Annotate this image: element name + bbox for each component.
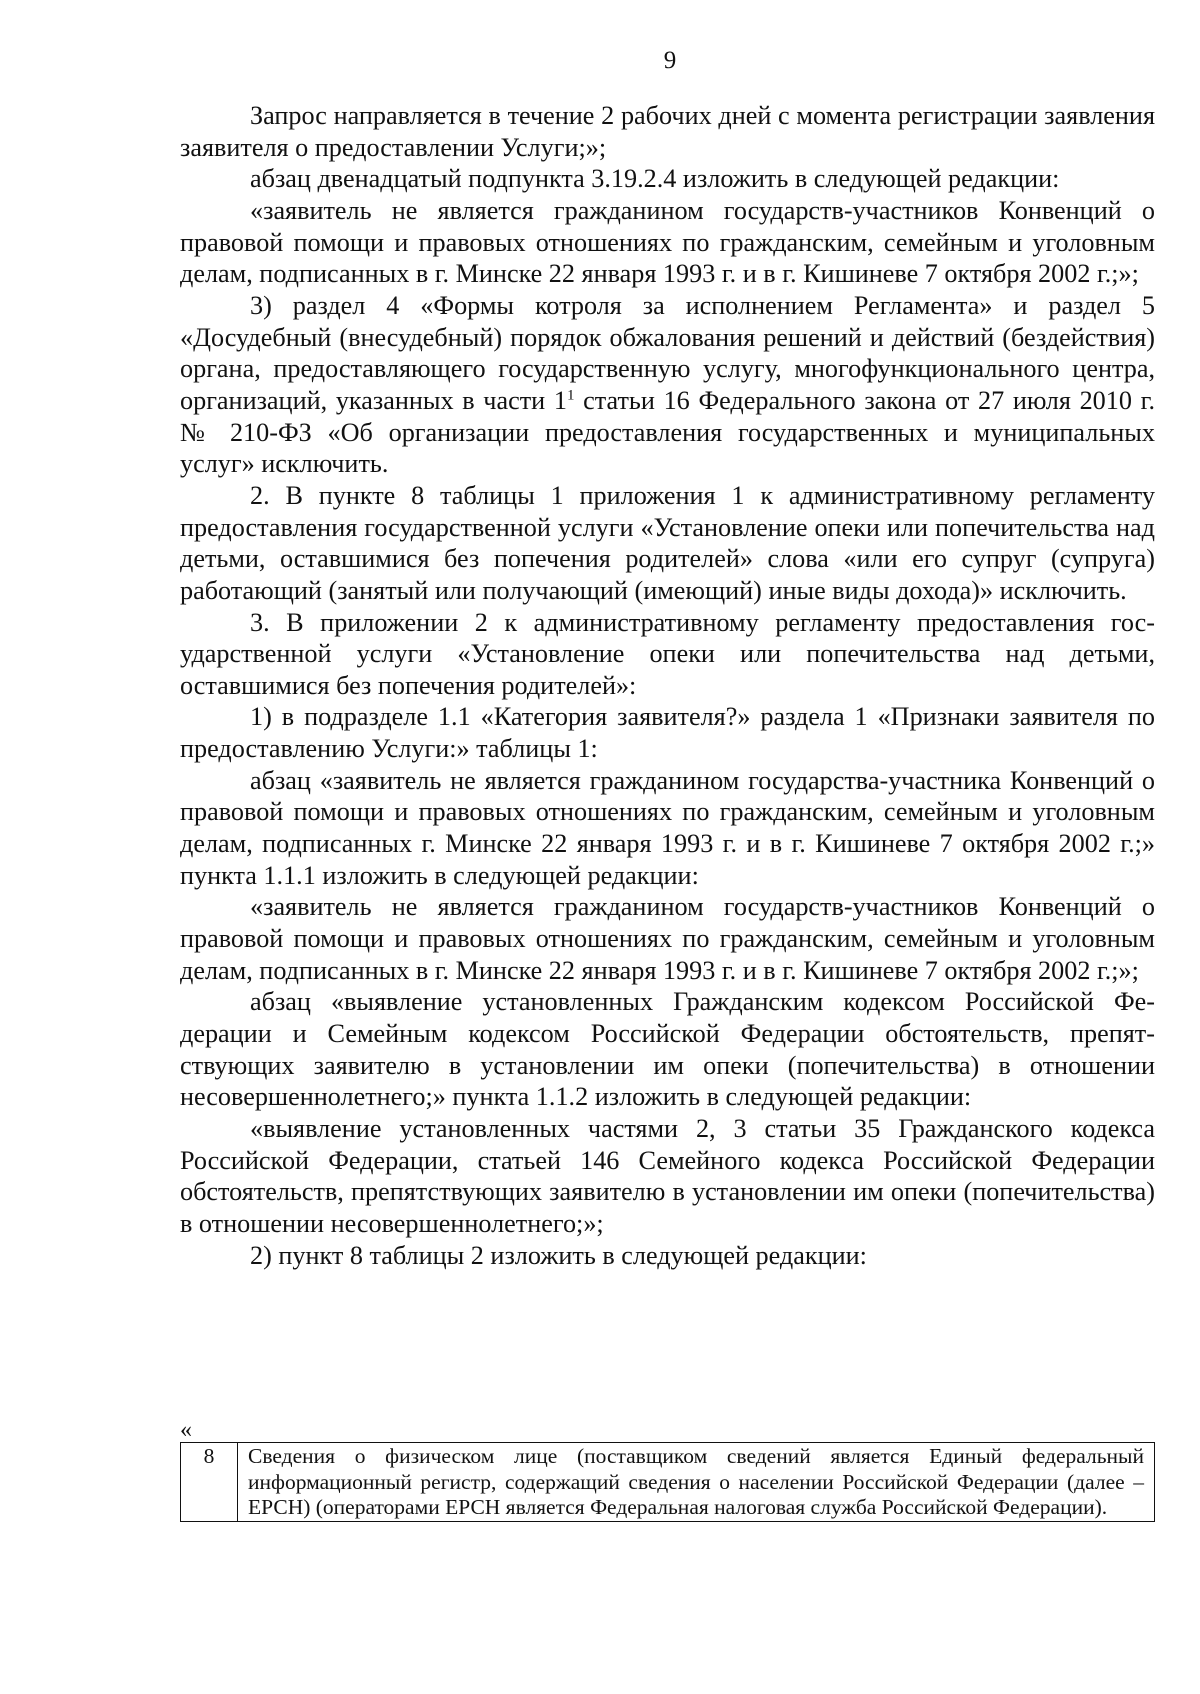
table-row: [181, 1443, 1155, 1522]
paragraph: Запрос направляется в течение 2 рабочих дней с момента регистрации заявления заявителя о предоставлении Услуги;»;: [180, 101, 1155, 162]
paragraph: абзац двенадцатый подпункта 3.19.2.4 изложить в следующей редакции:: [250, 164, 1060, 194]
paragraph: абзац «заявитель не является гражданином государства-участника Конвенций о правовой помощи и правовых отношениях по гражданским, семейным и уголовным делам, подписанных г. Минске 22 января 1993 г. и в г. Кишиневе 7 октября 2002 г.;» пункта 1.1.1 изложить в следующей редакции:: [180, 765, 1155, 890]
paragraph: 2) пункт 8 таблицы 2 изложить в следующей редакции:: [250, 1240, 867, 1270]
document-body: [180, 100, 1155, 1271]
table-2-row: [180, 1442, 1155, 1522]
superscript-index: 1: [566, 387, 575, 404]
paragraph: «заявитель не является гражданином государств-участников Конвенций о правовой помощи и правовых отношениях по гражданским, семейным и уголовным делам, подписанных в г. Минске 22 января 1993 г. и в г. Кишиневе 7 октября 2002 г.;»;: [180, 892, 1155, 985]
paragraph: «выявление установленных частями 2, 3 статьи 35 Гражданского кодекса Российской Федерации, статьей 146 Семейного кодекса Российской Федерации обстоятельств, препятствующих заявителю в установлении им опеки (попечительства) в отношении несовершеннолетнего;»;: [180, 1114, 1155, 1238]
paragraph: 1) в подразделе 1.1 «Категория заявителя?» раздела 1 «Признаки заявителя по предоставлению Услуги:» таблицы 1:: [180, 702, 1155, 764]
paragraph: 2. В пункте 8 таблицы 1 приложения 1 к административному регламенту предоставления государственной услуги «Установление опеки или попечительства над детьми, оставшимися без попечения родителей» слова «или его супруг (супруга) работающий (занятый или получающий (имеющий) иные виды дохода)» исключить.: [180, 480, 1155, 605]
paragraph: абзац «выявление установленных Гражданским кодексом Российской Федерации и Семейным кодексом Российской Федерации обстоятельств, препятствующих заявителю в установлении им опеки (попечительства) в отношении несовершеннолетнего;» пункта 1.1.2 изложить в следующей редакции:: [180, 987, 1155, 1112]
paragraph: 3. В приложении 2 к административному регламенту предоставления государственной услуги «Установление опеки или попечительства над детьми, оставшимися без попечения родителей»:: [180, 607, 1155, 700]
paragraph-section-exclusion: [180, 290, 1155, 480]
opening-quote-mark: «: [180, 1417, 192, 1443]
row-number-cell: 8: [181, 1443, 238, 1522]
page-number: 9: [663, 47, 677, 74]
paragraph-text: 3) раздел 4 «Формы котроля за исполнением Регламента» и раздел 5 «Досудебный (внесудебный) порядок обжалования решений и действий (бездействия) органа, предоставляющего государственную услугу, многофункционального центра, организаций, указанных в части 1: [180, 290, 1155, 415]
paragraph: «заявитель не является гражданином государств-участников Конвенций о правовой помощи и правовых отношениях по гражданским, семейным и уголовным делам, подписанных в г. Минске 22 января 1993 г. и в г. Кишиневе 7 октября 2002 г.;»;: [180, 195, 1155, 289]
paragraph-text: статьи 16 Федерального закона от 27 июля 2010 г. № 210-ФЗ «Об организации предоставления государственных и муниципальных услуг» исключить.: [180, 385, 1155, 479]
row-description-cell: Сведения о физическом лице (поставщиком сведений является Единый федеральный информационный регистр, содержащий сведения о населении Российской Федерации (далее – ЕРСН) (операторами ЕРСН является Федеральная налоговая служба Российской Федерации).: [238, 1443, 1155, 1522]
